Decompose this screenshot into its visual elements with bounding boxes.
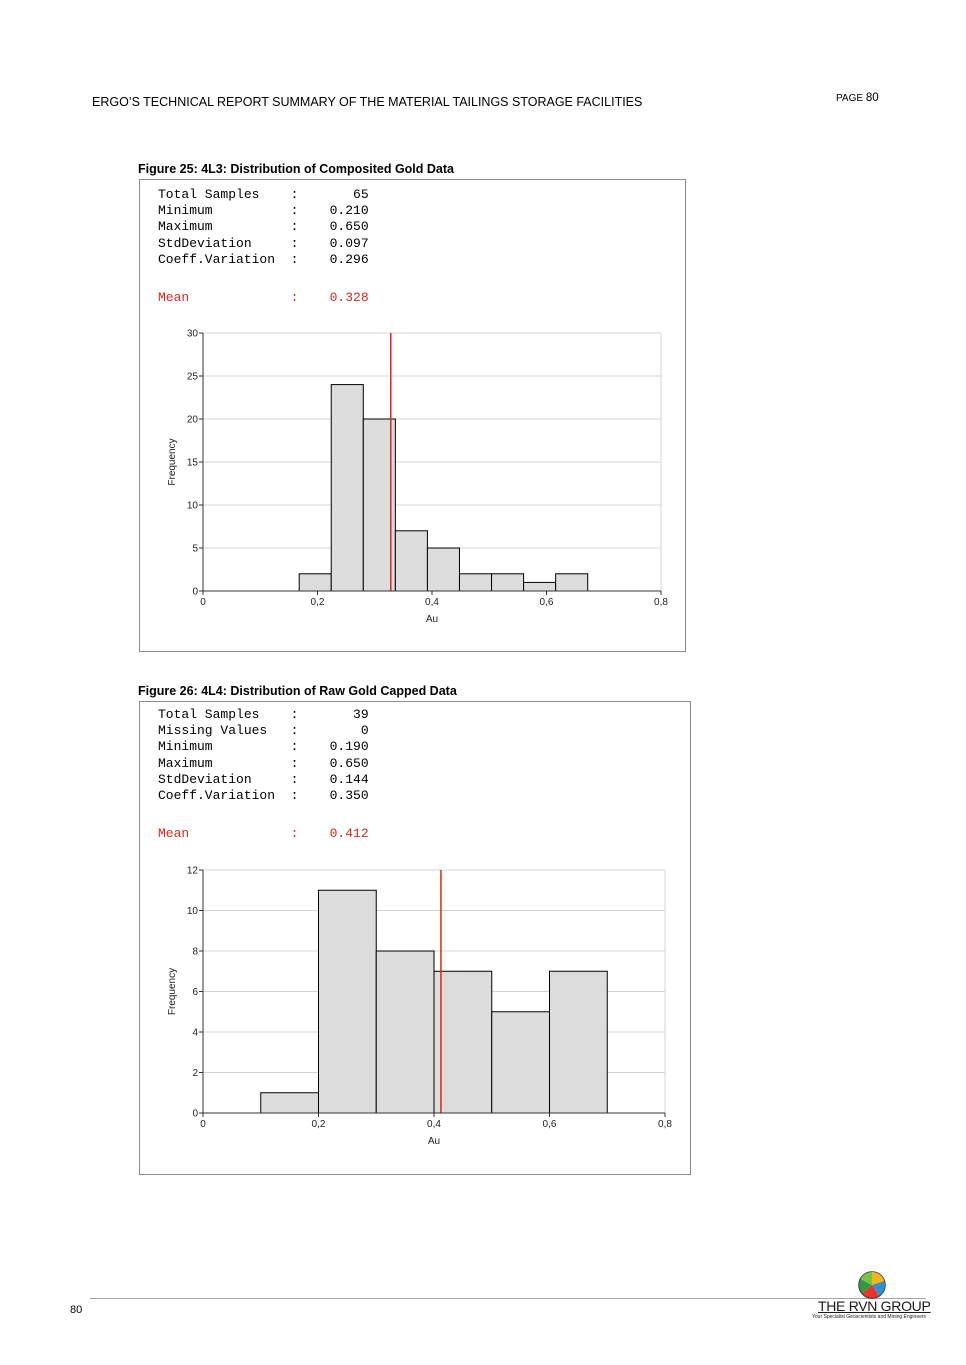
x-axis-label: Au xyxy=(427,1136,441,1147)
figure-25-panel xyxy=(139,179,686,652)
stat-value: 0.350 xyxy=(314,787,369,803)
page-label: PAGE xyxy=(836,93,864,104)
logo-name: THE RVN GROUP xyxy=(818,1298,931,1314)
y-tick-label: 0 xyxy=(192,586,198,598)
figure-26-caption: Figure 26: 4L4: Distribution of Raw Gold Capped Data xyxy=(138,684,457,698)
stat-value: 0.296 xyxy=(314,251,369,267)
rvn-group-logo xyxy=(812,1268,932,1324)
x-axis-label: Au xyxy=(425,614,439,625)
stat-label: Coeff.Variation : xyxy=(158,787,315,803)
histogram-bar xyxy=(492,574,524,591)
stat-value: 0 xyxy=(314,723,369,739)
histogram-bar xyxy=(376,951,434,1113)
y-axis-label: Frequency xyxy=(167,438,178,486)
stat-label: Maximum : xyxy=(158,755,315,771)
histogram-bar xyxy=(299,574,331,591)
x-tick-label: 0,8 xyxy=(658,1119,672,1130)
mean-value: 0.412 xyxy=(314,826,369,842)
y-tick-label: 15 xyxy=(186,457,198,469)
histogram-bar xyxy=(556,574,588,591)
histogram-bar xyxy=(395,531,427,591)
page-number: 80 xyxy=(865,92,879,104)
figure-26-panel xyxy=(139,701,691,1175)
x-tick-label: 0,6 xyxy=(539,597,554,608)
x-tick-label: 0,4 xyxy=(425,597,439,608)
logo-tagline: Your Specialist Geoscientists and Mining Engineers xyxy=(812,1314,927,1320)
stat-label: Minimum : xyxy=(158,739,315,755)
figure-25-caption: Figure 25: 4L3: Distribution of Composited Gold Data xyxy=(138,162,454,176)
x-tick-label: 0 xyxy=(200,1119,206,1130)
stat-value: 0.210 xyxy=(314,203,369,219)
histogram-bar xyxy=(434,971,492,1113)
stat-value: 0.650 xyxy=(314,219,369,235)
mean-label: Mean : xyxy=(158,289,315,305)
histogram-bar xyxy=(331,385,363,591)
figure-25-histogram xyxy=(140,180,685,651)
y-tick-label: 0 xyxy=(192,1108,198,1120)
histogram-bar xyxy=(492,1012,550,1113)
y-tick-label: 30 xyxy=(186,328,198,340)
histogram-bar xyxy=(524,582,556,591)
y-tick-label: 2 xyxy=(192,1068,198,1079)
stat-value: 0.650 xyxy=(314,755,369,771)
histogram-bar xyxy=(261,1093,319,1113)
y-tick-label: 12 xyxy=(186,865,198,877)
y-tick-label: 4 xyxy=(192,1027,198,1039)
stat-value: 39 xyxy=(314,707,369,722)
stat-value: 0.097 xyxy=(314,235,369,251)
figure-26-histogram xyxy=(140,702,690,1174)
y-axis-label: Frequency xyxy=(167,967,178,1016)
y-tick-label: 20 xyxy=(186,414,198,426)
x-tick-label: 0,2 xyxy=(310,597,325,608)
stat-label: Minimum : xyxy=(158,203,315,219)
report-title: ERGO’S TECHNICAL REPORT SUMMARY OF THE MATERIAL TAILINGS STORAGE FACILITIES xyxy=(92,95,643,109)
histogram-bar xyxy=(427,548,459,591)
footer-page-number: 80 xyxy=(70,1304,83,1316)
y-tick-label: 10 xyxy=(186,906,198,917)
mean-value: 0.328 xyxy=(314,289,369,305)
footer-divider xyxy=(90,1298,926,1299)
histogram-bar xyxy=(459,574,491,591)
x-tick-label: 0,4 xyxy=(427,1119,441,1130)
y-tick-label: 10 xyxy=(186,500,198,512)
histogram-bar xyxy=(550,971,608,1113)
stat-value: 65 xyxy=(314,187,369,202)
stat-label: StdDeviation : xyxy=(158,771,315,787)
stat-label: StdDeviation : xyxy=(158,235,315,251)
y-tick-label: 6 xyxy=(192,987,198,998)
x-tick-label: 0,2 xyxy=(311,1119,326,1130)
y-tick-label: 5 xyxy=(192,543,198,555)
stat-value: 0.144 xyxy=(314,771,369,787)
y-tick-label: 8 xyxy=(192,946,198,958)
logo-wheel-icon xyxy=(857,1270,887,1300)
stat-label: Total Samples : xyxy=(158,707,315,722)
x-tick-label: 0,6 xyxy=(542,1119,557,1130)
y-tick-label: 25 xyxy=(186,371,198,383)
stat-value: 0.190 xyxy=(314,739,369,755)
mean-label: Mean : xyxy=(158,826,315,842)
page-indicator xyxy=(836,92,879,104)
histogram-bar xyxy=(319,890,377,1113)
stat-label: Maximum : xyxy=(158,219,315,235)
stat-label: Missing Values : xyxy=(158,723,315,739)
stat-label: Coeff.Variation : xyxy=(158,251,315,267)
x-tick-label: 0,8 xyxy=(654,597,668,608)
stat-label: Total Samples : xyxy=(158,187,315,202)
x-tick-label: 0 xyxy=(200,597,206,608)
